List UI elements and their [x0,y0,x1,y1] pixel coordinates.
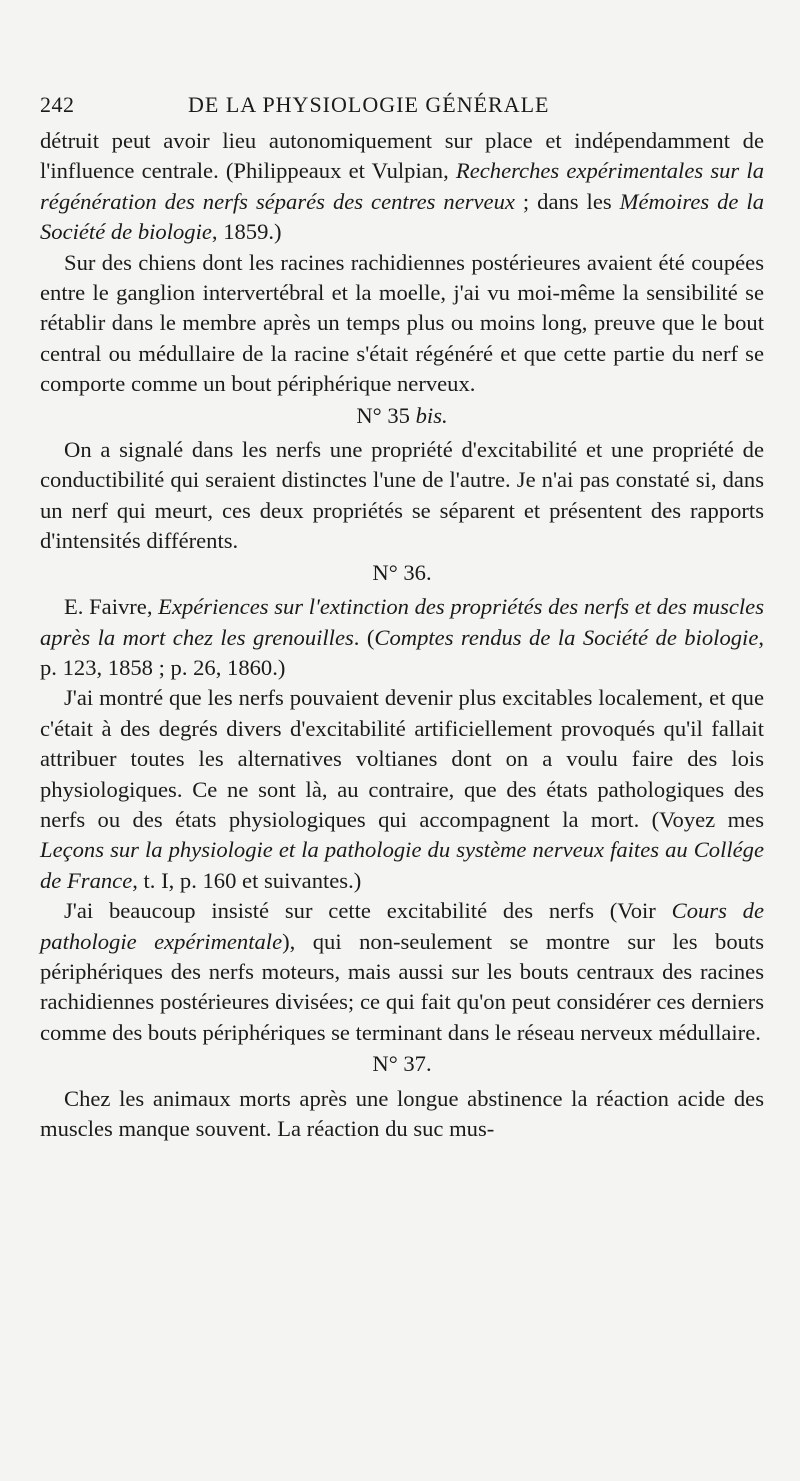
citation-title: Leçons sur la physiologie et la pathologie du système nerveux faites au Collége de France [40,837,764,893]
citation-title: Expériences sur l'extinction des propriétés des nerfs et des muscles après la mort chez les grenouilles [40,594,764,650]
citation-year: , 1859.) [211,219,282,245]
paragraph-text-continued: ), qui non-seulement se montre sur les bouts périphériques des nerfs moteurs, mais aussi sur les bouts centraux des racines rachidiennes postérieures divisées; ce qui fait qu'on peut considérer ces derniers comme des bouts périphériques se terminant dans le réseau nerveux médullaire. [40,928,764,1045]
citation-pages: , t. I, p. 160 et suivantes.) [132,867,362,893]
section-heading-35-bis [40,401,764,431]
citation-connector: ; dans les [514,188,620,214]
citation-journal: Mémoires de la Société de biologie [40,188,764,245]
paragraph-dogs-experiment: Sur des chiens dont les racines rachidiennes postérieures avaient été coupées entre le ganglion intervertébral et la moelle, j'ai vu moi-même la sensibilité se rétablir dans le membre après un temps plus ou moins long, preuve que le bout central ou médullaire de la racine s'était régénéré et que cette partie du nerf se comporte comme un bout périphérique nerveux. [40,249,764,397]
body-text [40,126,764,1144]
citation-lead-text: détruit peut avoir lieu autonomiquement sur place et indépendamment de l'influence centrale. (Philippeaux et Vulpian, [40,128,764,184]
paragraph-citation-philippeaux [40,126,764,248]
citation-title: Recherches expérimentales sur la régénération des nerfs séparés des centres nerveux [40,158,764,214]
paragraph-local-excitability [40,683,764,896]
section-heading-36: N° 36. [372,559,432,585]
citation-connector: . ( [353,624,375,650]
running-title: DE LA PHYSIOLOGIE GÉNÉRALE [188,92,550,117]
page-number: 242 [40,92,75,117]
citation-journal: Comptes rendus de la Société de biologie [374,624,759,650]
citation-author: E. Faivre, [64,594,159,620]
section-35-label: N° 35 [356,402,410,428]
citation-pages: , p. 123, 1858 ; p. 26, 1860.) [40,624,764,680]
paragraph-text: J'ai beaucoup insisté sur cette excitabilité des nerfs (Voir [64,898,672,924]
paragraph-nerve-excitability [40,896,764,1048]
running-head [40,86,764,126]
paragraph-citation-faivre [40,592,764,683]
paragraph-text: J'ai montré que les nerfs pouvaient devenir plus excitables localement, et que c'était à des degrés divers d'excitabilité artificiellement provoqués qu'il fallait attribuer toutes les alternatives voltianes dont on a voulu faire des lois physiologiques. Ce ne sont là, au contraire, que des états pathologiques des nerfs ou des états physiologiques qui accompagnent la mort. (Voyez mes [40,685,764,832]
section-heading-37: N° 37. [372,1051,432,1077]
section-35-bis: bis. [415,402,448,428]
paragraph-excitability-conductibility: On a signalé dans les nerfs une propriété d'excitabilité et une propriété de conductibilité qui seraient distinctes l'une de l'autre. Je n'ai pas constaté si, dans un nerf qui meurt, ces deux propriétés se séparent et présentent des rapports d'intensités différents. [40,437,764,554]
paragraph-muscle-acidity: Chez les animaux morts après une longue abstinence la réaction acide des muscles manque souvent. La réaction du suc mus- [40,1085,764,1141]
citation-title: Cours de pathologie expérimentale [40,898,764,954]
